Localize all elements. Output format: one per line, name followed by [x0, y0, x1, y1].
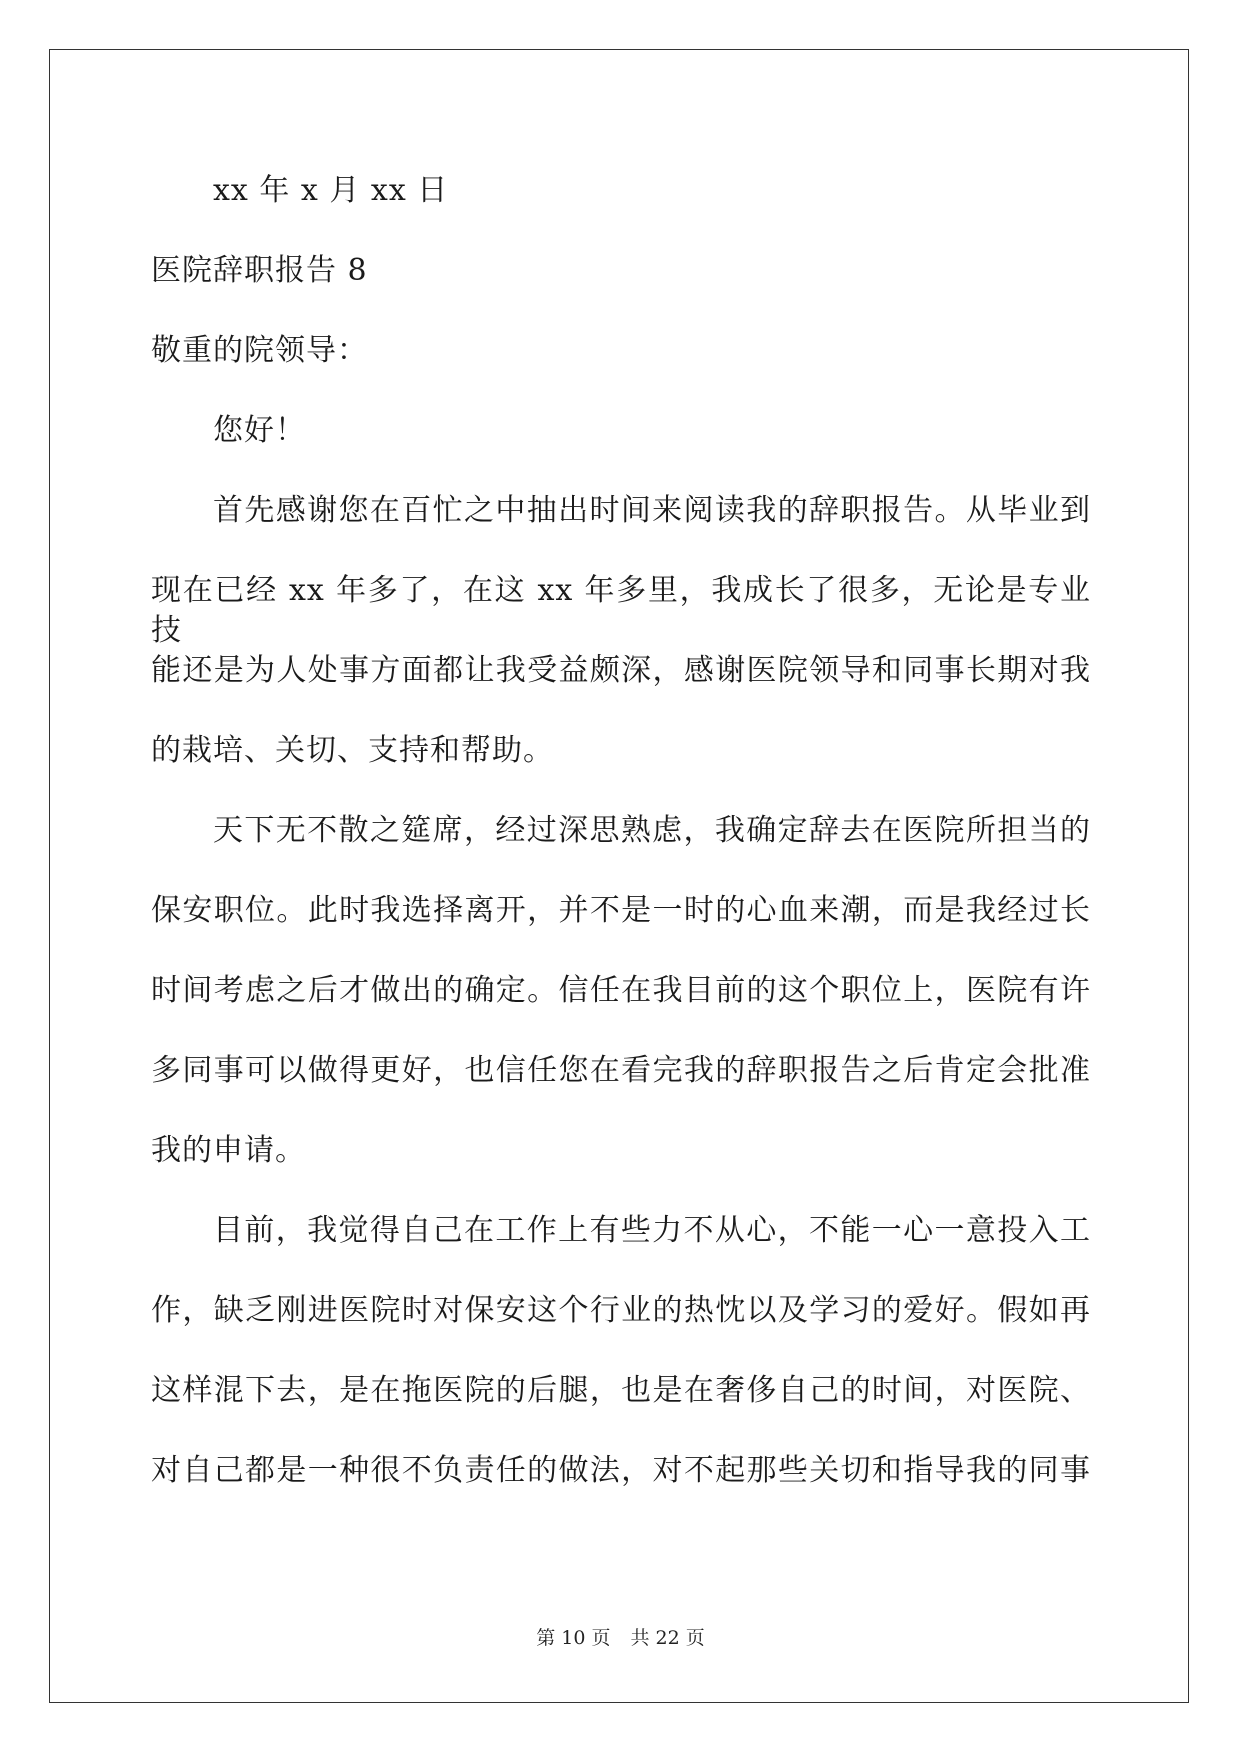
section-title: 医院辞职报告 8 [151, 253, 368, 288]
greeting: 您好！ [213, 413, 306, 448]
paragraph-2-line-1: 天下无不散之筵席，经过深思熟虑，我确定辞去在医院所担当的 [213, 813, 1091, 848]
salutation: 敬重的院领导： [151, 333, 368, 368]
paragraph-1-line-4: 的栽培、关切、支持和帮助。 [151, 733, 554, 768]
paragraph-3-line-3: 这样混下去，是在拖医院的后腿，也是在奢侈自己的时间，对医院、 [151, 1373, 1091, 1408]
page-total: 共 22 页 [630, 1627, 705, 1649]
paragraph-3-line-1: 目前，我觉得自己在工作上有些力不从心，不能一心一意投入工 [213, 1213, 1091, 1248]
paragraph-1-line-1: 首先感谢您在百忙之中抽出时间来阅读我的辞职报告。从毕业到 [213, 493, 1091, 528]
paragraph-3-line-2: 作，缺乏刚进医院时对保安这个行业的热忱以及学习的爱好。假如再 [151, 1293, 1091, 1328]
page-footer [0, 1626, 1241, 1650]
paragraph-1-line-3: 能还是为人处事方面都让我受益颇深，感谢医院领导和同事长期对我 [151, 653, 1091, 688]
page-number: 第 10 页 [536, 1627, 611, 1649]
paragraph-2-line-5: 我的申请。 [151, 1133, 306, 1168]
paragraph-1-line-2: 现在已经 xx 年多了，在这 xx 年多里，我成长了很多，无论是专业技 [151, 573, 1091, 648]
paragraph-2-line-3: 时间考虑之后才做出的确定。信任在我目前的这个职位上，医院有许 [151, 973, 1091, 1008]
paragraph-3-line-4: 对自己都是一种很不负责任的做法，对不起那些关切和指导我的同事 [151, 1453, 1091, 1488]
date-line: xx 年 x 月 xx 日 [213, 173, 449, 208]
paragraph-2-line-4: 多同事可以做得更好，也信任您在看完我的辞职报告之后肯定会批准 [151, 1053, 1091, 1088]
paragraph-2-line-2: 保安职位。此时我选择离开，并不是一时的心血来潮，而是我经过长 [151, 893, 1091, 928]
